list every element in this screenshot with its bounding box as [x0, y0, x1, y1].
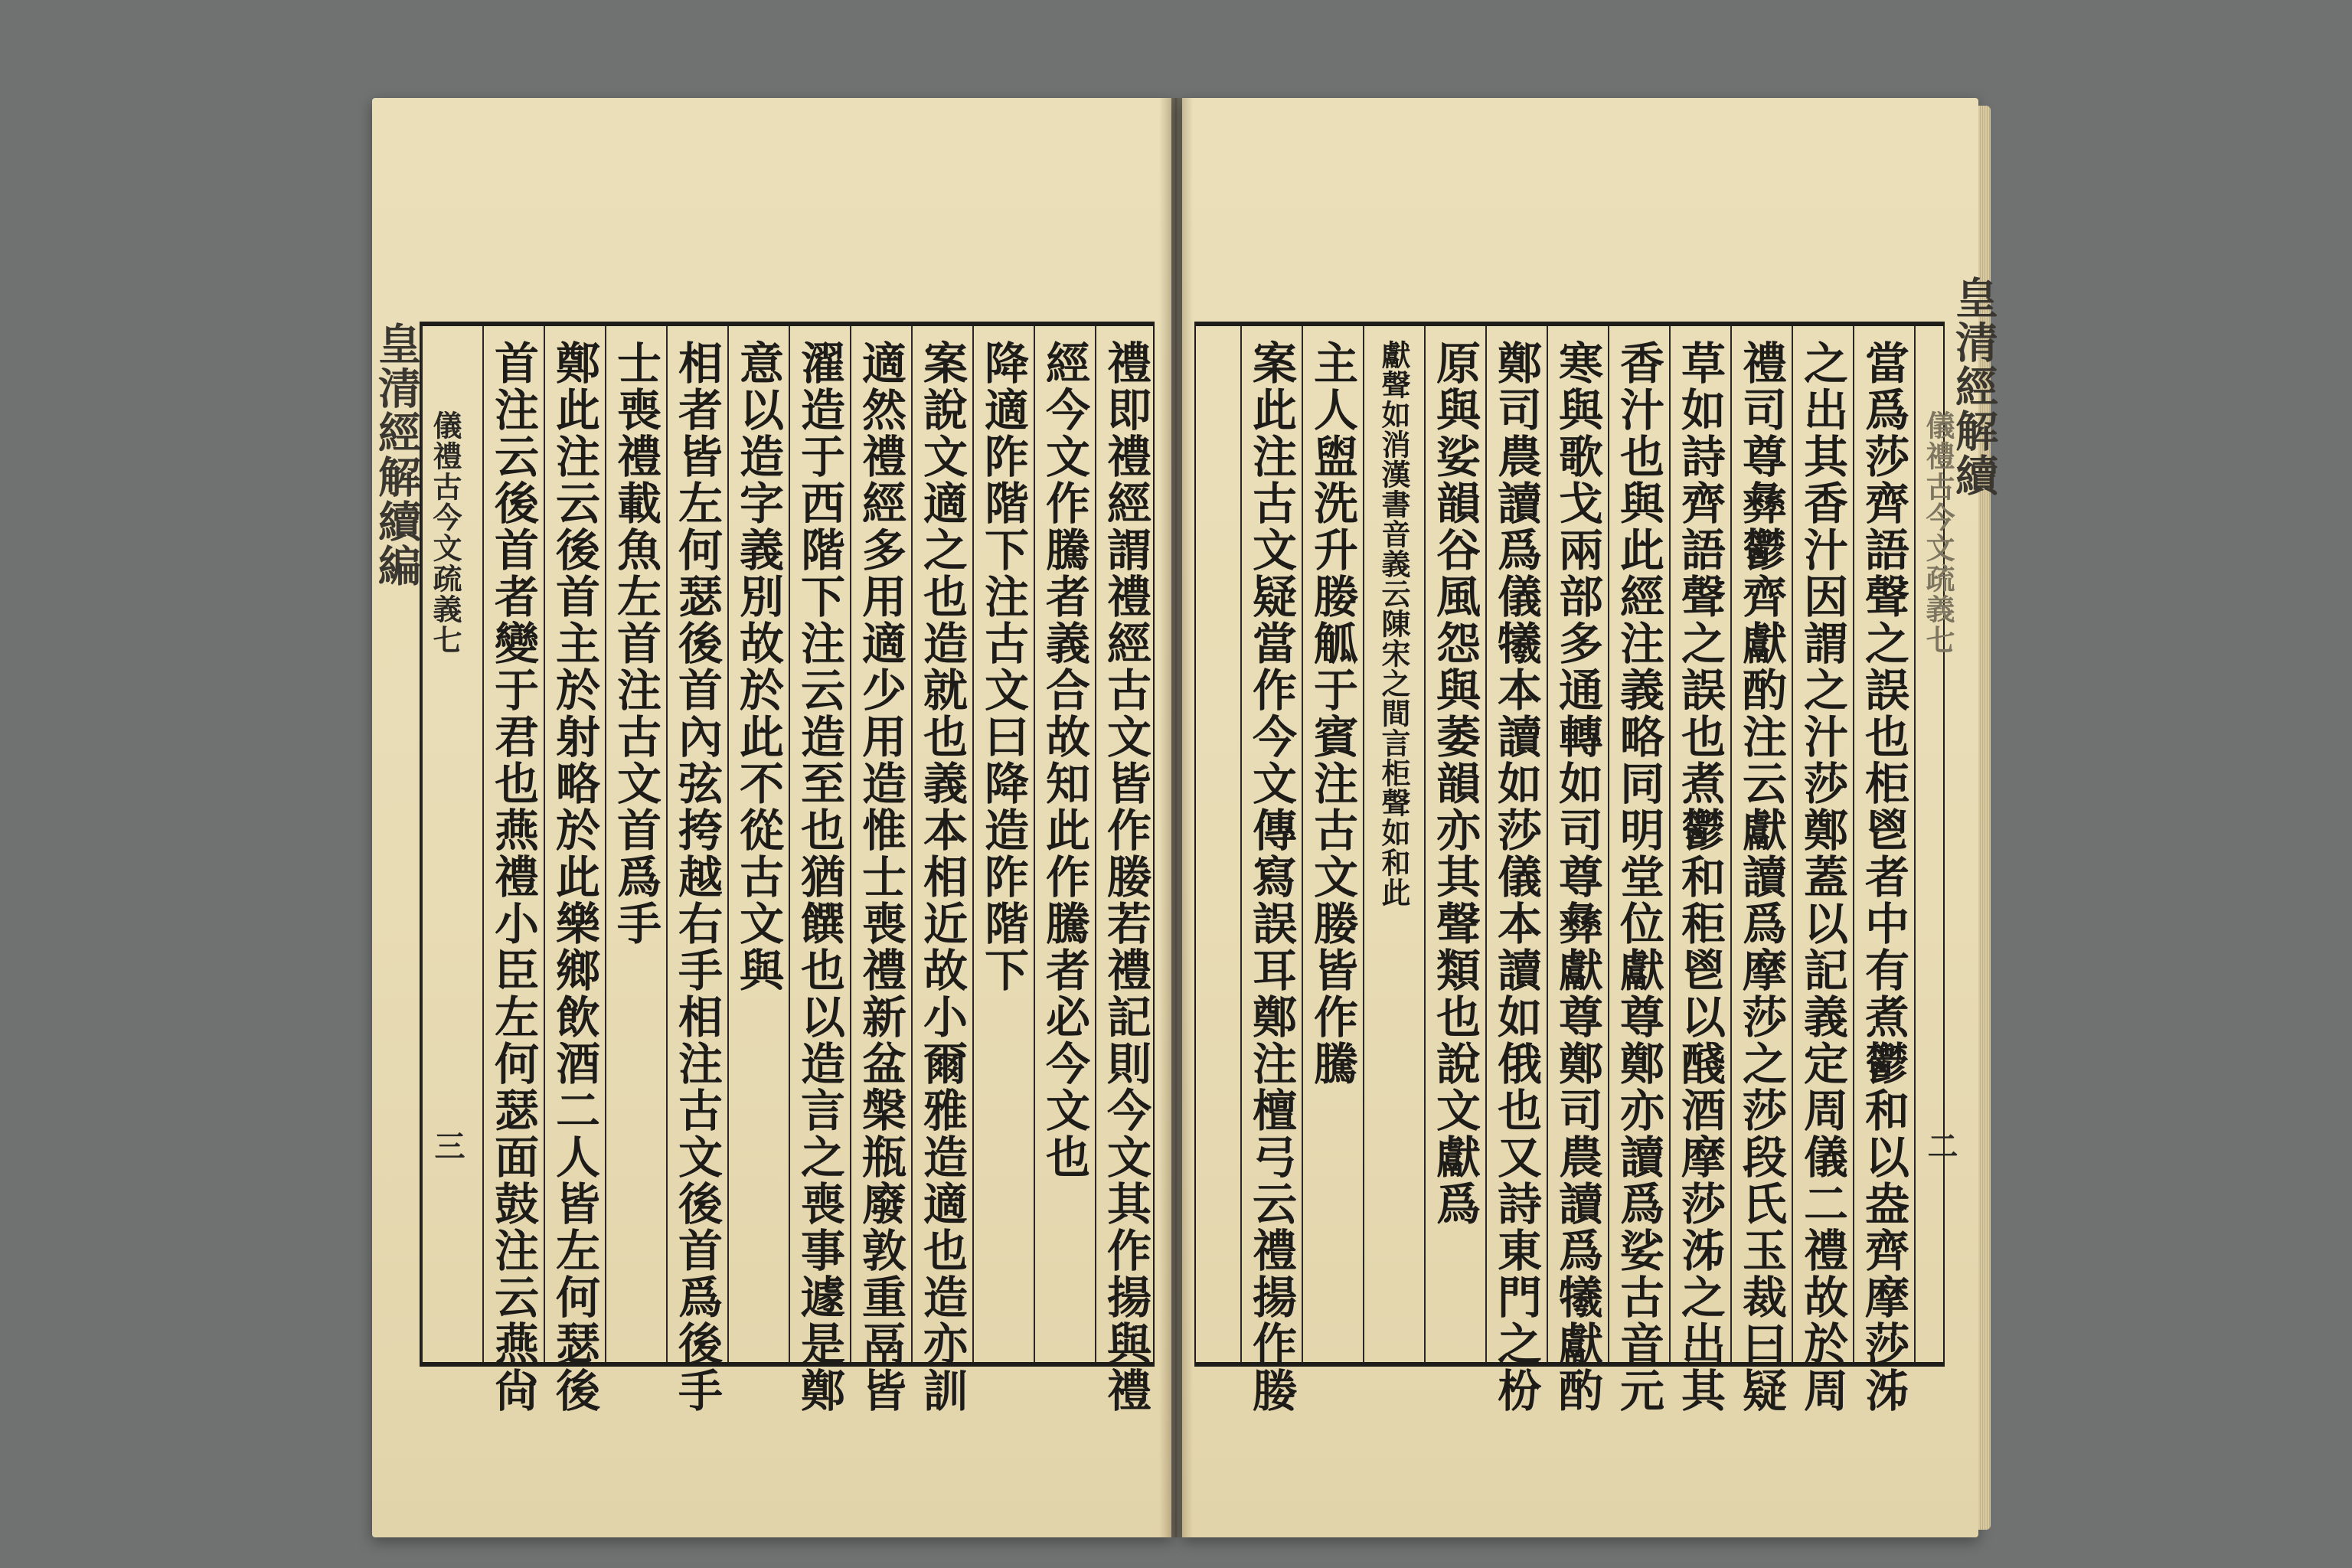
column-text: 鄭司農讀爲儀犧本讀如莎儀本讀如俄也又詩東門之枌	[1490, 340, 1542, 1414]
left-column-7	[727, 326, 787, 1362]
column-text: 案說文適之也造就也義本相近故小爾雅造適也造亦訓	[916, 340, 968, 1414]
column-text: 士喪禮載魚左首注古文首爲手	[609, 340, 662, 947]
column-text: 禮即禮經謂禮經古文皆作媵若禮記則今文其作揚與禮	[1099, 340, 1152, 1414]
left-page-number: 三	[430, 1130, 466, 1161]
right-column-4	[1669, 326, 1729, 1414]
column-text: 濯造于西階下注云造至也猶饌也以造言之喪事遽是鄭	[793, 340, 845, 1414]
right-column-7	[1485, 326, 1545, 1414]
column-text: 寒與歌戈兩部多通轉如司尊彝獻尊鄭司農讀爲犧獻酌	[1551, 340, 1603, 1414]
left-column-5	[850, 326, 910, 1414]
column-text: 之出其香汁因謂之汁莎鄭蓋以記義定周儀二禮故於周	[1796, 340, 1848, 1414]
column-text: 首注云後首者變于君也燕禮小臣左何瑟面鼓注云燕尙	[487, 340, 539, 1414]
right-text-frame	[1194, 322, 1958, 1414]
right-column-3	[1730, 326, 1790, 1414]
column-text: 適然禮經多用適少用造惟士喪禮新盆槃瓶廢敦重鬲皆	[854, 340, 906, 1414]
left-column-8	[666, 326, 726, 1414]
left-column-3	[972, 326, 1032, 1362]
left-column-10	[544, 326, 603, 1414]
left-column-4	[911, 326, 971, 1414]
right-banxin	[1914, 326, 1958, 1362]
column-text: 當爲莎齊語聲之誤也柜鬯者中有煮鬱和以盎齊摩莎泲	[1857, 340, 1909, 1414]
column-text: 草如詩齊語聲之誤也煮鬱和秬鬯以醆酒摩莎泲之出其	[1674, 340, 1726, 1414]
left-column-6	[789, 326, 848, 1414]
left-page-title-fragment: 皇清經解續編	[371, 322, 422, 588]
column-text: 獻聲如消漢書音義云陳宋之間言柜聲如和此	[1377, 340, 1411, 907]
left-text-frame	[420, 322, 1155, 1414]
left-column-2	[1034, 326, 1093, 1362]
right-page-title-fragment: 皇清經解續	[1949, 276, 1999, 498]
left-column-1	[1095, 326, 1155, 1414]
left-banxin-label: 儀禮古今文疏義七	[428, 410, 462, 655]
right-column-9	[1363, 326, 1423, 1362]
column-text: 主人盥洗升媵觚于賓注古文媵皆作騰	[1306, 340, 1358, 1087]
column-text: 鄭此注云後首主於射略於此樂鄉飲酒二人皆左何瑟後	[548, 340, 600, 1414]
right-column-6	[1547, 326, 1606, 1414]
right-page-number: 二	[1922, 1130, 1958, 1161]
column-text: 香汁也與此經注義略同明堂位獻尊鄭亦讀爲娑古音元	[1612, 340, 1664, 1414]
right-column-11	[1240, 326, 1300, 1414]
book-gutter	[1159, 98, 1193, 1537]
column-text: 意以造字義別故於此不從古文與	[732, 340, 784, 994]
right-column-10	[1302, 326, 1361, 1362]
left-column-9	[605, 326, 665, 1362]
left-banxin	[421, 326, 466, 1362]
column-text: 降適阼階下注古文曰降造阼階下	[977, 340, 1029, 994]
column-text: 原與娑韻谷風怨與萎韻亦其聲類也說文獻爲	[1429, 340, 1481, 1227]
right-column-8	[1424, 326, 1484, 1362]
right-banxin-label: 儀禮古今文疏義七	[1921, 410, 1955, 655]
right-column-1	[1853, 326, 1913, 1414]
column-text: 案此注古文疑當作今文傳寫誤耳鄭注檀弓云禮揚作媵	[1245, 340, 1297, 1414]
left-column-11	[482, 326, 542, 1414]
right-column-2	[1792, 326, 1851, 1414]
column-text: 相者皆左何瑟後首內弦挎越右手相注古文後首爲後手	[671, 340, 723, 1414]
column-text: 禮司尊彝鬱齊獻酌注云獻讀爲摩莎之莎段氏玉裁曰疑	[1735, 340, 1787, 1414]
column-text: 經今文作騰者義合故知此作騰者必今文也	[1038, 340, 1090, 1181]
right-column-5	[1608, 326, 1668, 1414]
